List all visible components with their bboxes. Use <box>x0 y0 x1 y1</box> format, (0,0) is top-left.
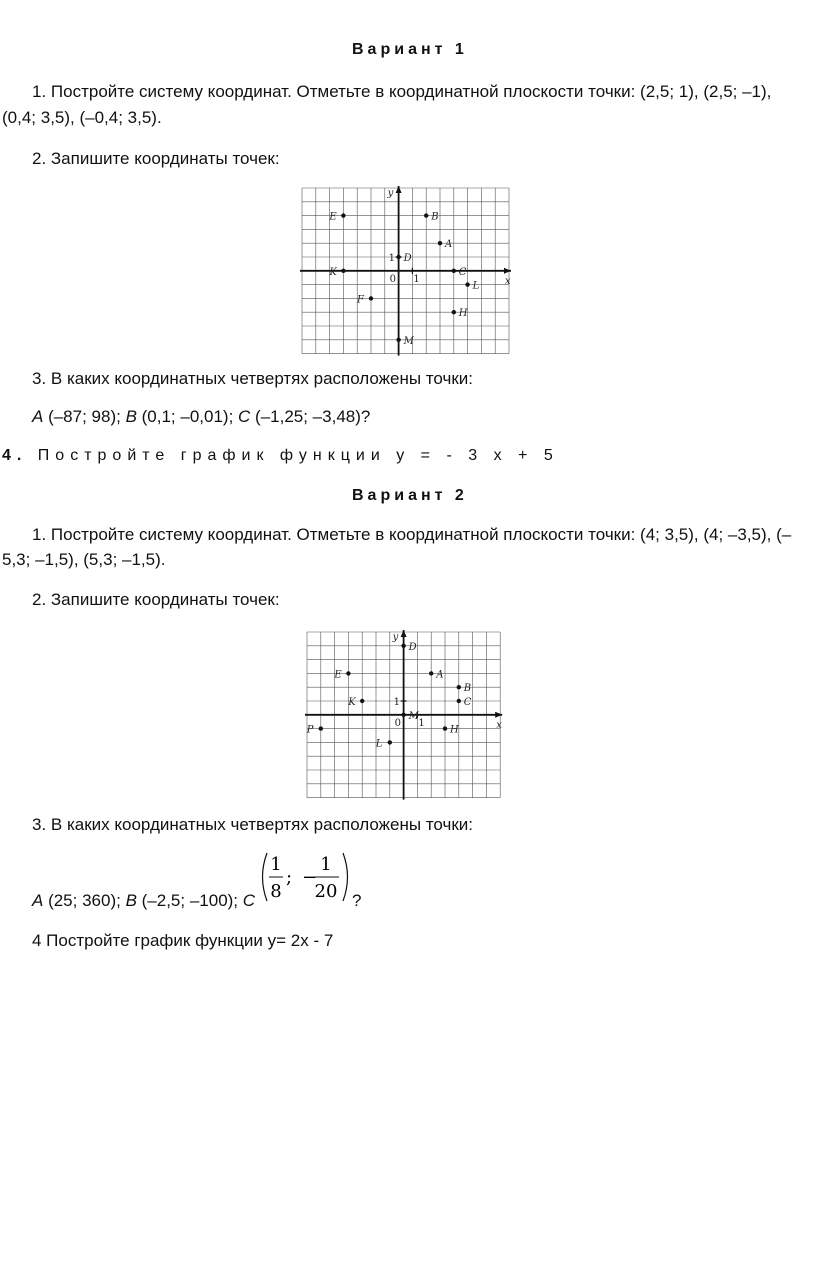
point-h-label: H <box>458 308 468 320</box>
right-paren <box>343 853 348 901</box>
origin-label: 0 <box>389 273 396 285</box>
left-paren <box>263 853 268 901</box>
point-h-marker <box>452 310 456 314</box>
point-c-label: C <box>242 891 256 910</box>
v2-task4: 4 Постройте график функции y= 2x - 7 <box>32 931 334 950</box>
v2-task1-line1: 1. Постройте систему координат. Отметьте в координатной плоскости точки: (4; 3,5), (4; –3,5), (– <box>32 525 792 544</box>
y-axis-arrow <box>396 186 402 193</box>
point-a-value: (25; 360); <box>43 891 126 910</box>
x-axis-label: x <box>496 719 502 731</box>
point-h-label: H <box>450 724 459 736</box>
v1-task4 <box>2 447 559 465</box>
fraction1-numerator: 1 <box>270 854 282 875</box>
point-b-label: B <box>463 683 472 695</box>
v2-task3-end: ? <box>352 891 362 910</box>
fraction2-numerator: 1 <box>320 854 332 875</box>
v1-task1-line2: (0,4; 3,5), (–0,4; 3,5). <box>2 108 162 127</box>
point-d-label: D <box>408 641 417 653</box>
point-d-label: D <box>403 253 412 264</box>
point-c-label: C <box>463 697 472 708</box>
point-h-marker <box>443 726 447 730</box>
point-e-label: E <box>329 211 337 223</box>
point-e-label: E <box>334 669 342 681</box>
point-l-marker <box>465 282 469 286</box>
origin-label: 0 <box>394 717 401 729</box>
point-b-label: B <box>431 211 439 223</box>
v2-task3-points <box>32 891 255 911</box>
point-c-value: (–1,25; –3,48)? <box>250 407 371 426</box>
point-b-marker <box>457 685 461 689</box>
x-axis-arrow <box>504 268 511 274</box>
x-unit-label: 1 <box>418 717 425 729</box>
point-k-marker <box>341 269 345 273</box>
y-unit-label: 1 <box>393 697 400 708</box>
x-unit-label: 1 <box>413 273 420 285</box>
v2-task3: 3. В каких координатных четвертях расположены точки: <box>32 815 474 834</box>
point-f-label: F <box>357 294 364 306</box>
point-e-marker <box>346 671 350 675</box>
point-p-label: P <box>306 724 314 736</box>
point-l-label: L <box>472 280 480 292</box>
point-a-value: (–87; 98); <box>43 407 126 426</box>
v1-coordinate-grid <box>300 186 510 348</box>
x-axis-arrow <box>495 712 502 718</box>
point-a-label: A <box>445 239 453 251</box>
variant1-title: Вариант 1 <box>352 41 468 58</box>
point-c-marker <box>452 269 456 273</box>
point-m-label: M <box>403 335 414 347</box>
point-a-label: A <box>436 669 444 681</box>
v2-coordinate-grid <box>305 630 505 793</box>
v2-task1-line2: 5,3; –1,5), (5,3; –1,5). <box>2 550 166 569</box>
point-c-fraction <box>255 850 355 904</box>
point-f-marker <box>369 296 373 300</box>
variant2-title: Вариант 2 <box>352 487 468 504</box>
v1-task2: 2. Запишите координаты точек: <box>32 149 280 168</box>
v1-task3: 3. В каких координатных четвертях расположены точки: <box>32 369 474 388</box>
point-b-marker <box>424 213 428 217</box>
y-axis-arrow <box>401 630 407 637</box>
point-l-label: L <box>375 738 383 750</box>
point-a-marker <box>438 241 442 245</box>
point-a-label: A <box>32 891 44 910</box>
y-unit-label: 1 <box>388 253 395 264</box>
v1-task4-text: Постройте график функции y = - 3 x + 5 <box>37 447 559 464</box>
x-axis-label: x <box>505 275 511 287</box>
point-k-marker <box>360 699 364 703</box>
v1-task3-points <box>32 407 370 427</box>
fraction2-denominator: 20 <box>314 881 338 902</box>
point-c-marker <box>457 699 461 703</box>
y-axis-label: y <box>387 188 394 199</box>
fraction1-denominator: 8 <box>270 881 282 902</box>
point-l-marker <box>388 740 392 744</box>
point-m-marker <box>401 713 405 717</box>
point-a-marker <box>429 671 433 675</box>
point-e-marker <box>341 213 345 217</box>
fraction-separator: ; <box>286 867 293 888</box>
point-c-label: C <box>238 407 251 426</box>
point-d-marker <box>396 255 400 259</box>
point-k-label: K <box>348 697 356 708</box>
point-b-label: B <box>125 407 137 426</box>
point-a-label: A <box>32 407 44 426</box>
point-m-label: M <box>408 710 419 722</box>
v2-task2: 2. Запишите координаты точек: <box>32 590 280 609</box>
point-m-marker <box>396 338 400 342</box>
v1-task4-number: 4. <box>2 447 28 464</box>
minus-sign: − <box>302 867 318 888</box>
point-b-label: B <box>125 891 137 910</box>
point-b-value: (0,1; –0,01); <box>136 407 239 426</box>
y-axis-label: y <box>392 632 399 643</box>
point-d-marker <box>401 644 405 648</box>
point-k-label: K <box>329 266 337 278</box>
v1-task1-line1: 1. Постройте систему координат. Отметьте в координатной плоскости точки: (2,5; 1), (2,5; –1), <box>32 82 772 101</box>
point-c-label: C <box>458 266 467 278</box>
point-p-marker <box>319 726 323 730</box>
point-b-value: (–2,5; –100); <box>136 891 243 910</box>
